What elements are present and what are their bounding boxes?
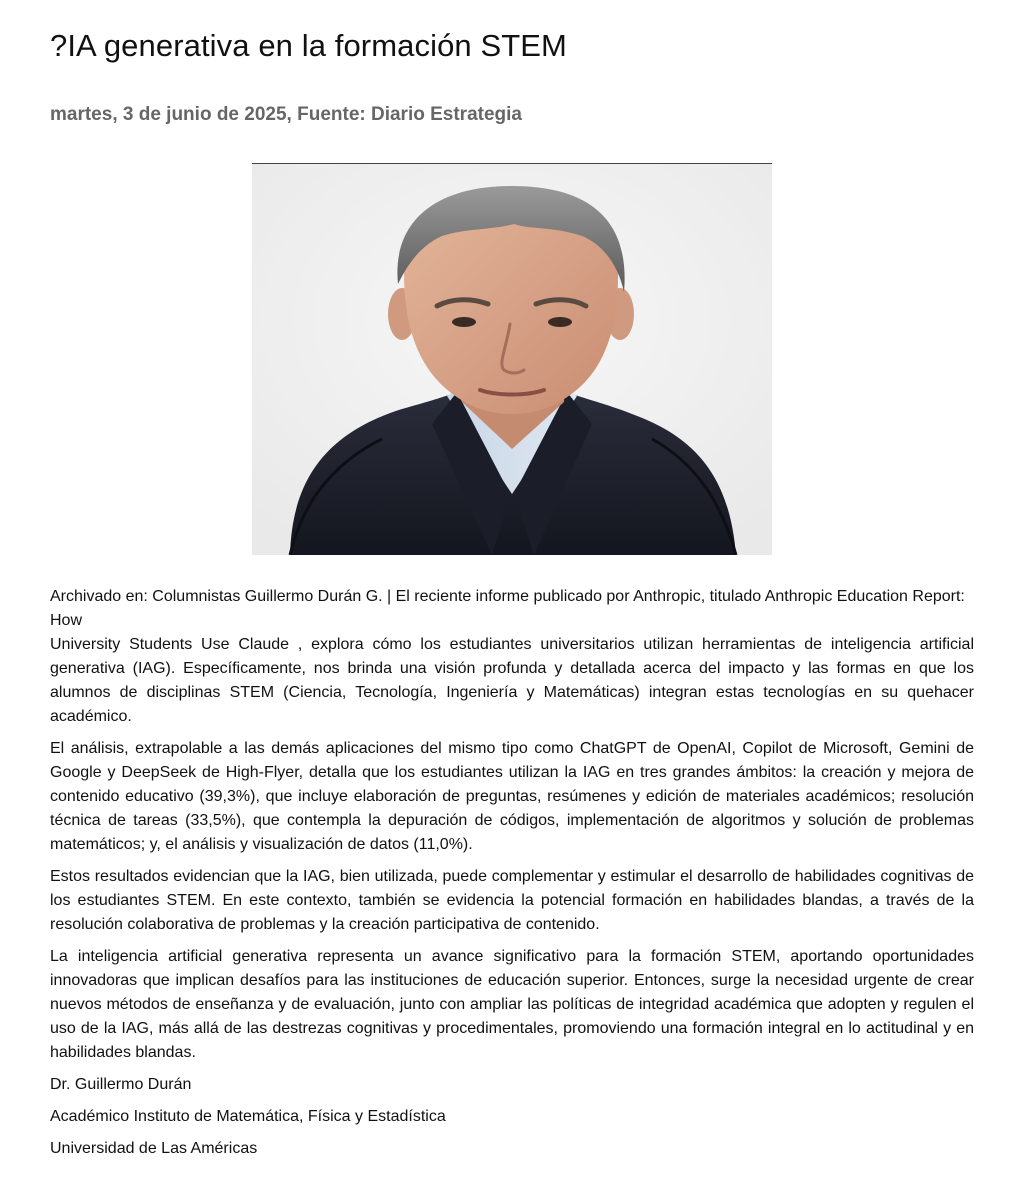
signature-name: Dr. Guillermo Durán: [50, 1076, 192, 1093]
article-meta: martes, 3 de junio de 2025, Fuente: Diario Estrategia: [50, 104, 522, 125]
signature-institution: Universidad de Las Américas: [50, 1140, 258, 1157]
intro-paragraph: [50, 585, 974, 729]
article-body: [50, 585, 974, 1169]
body-paragraph-3: La inteligencia artificial generativa representa un avance significativo para la formación STEM, aportando oportunidades innovadoras que implican desafíos para las instituciones de educación superior. Entonces, surge la necesidad urgente de crear nuevos métodos de enseñanza y de evaluación, junto con ampliar las políticas de integridad académica que adopten y regulen el uso de la IAG, más allá de las destrezas cognitivas y procedimentales, promoviendo una formación integral en lo actitudinal y en habilidades blandas.: [50, 948, 974, 1061]
intro-line-1: Archivado en: Columnistas Guillermo Durán G. | El reciente informe publicado por Anthropic, titulado Anthropic Education Report: How: [50, 588, 965, 629]
author-photo: [252, 163, 772, 555]
article-title: ?IA generativa en la formación STEM: [50, 28, 567, 63]
intro-line-2: University Students Use Claude , explora cómo los estudiantes universitarios utilizan herramientas de inteligencia artificial generativa (IAG). Específicamente, nos brinda una visión profunda y detallada acerca del impacto y las formas en que los alumnos de disciplinas STEM (Ciencia, Tecnología, Ingeniería y Matemáticas) integran estas tecnologías en su quehacer académico.: [50, 636, 974, 725]
body-paragraph-2: Estos resultados evidencian que la IAG, bien utilizada, puede complementar y estimular el desarrollo de habilidades cognitivas de los estudiantes STEM. En este contexto, también se evidencia la potencial formación en habilidades blandas, a través de la resolución colaborativa de problemas y la creación participativa de contenido.: [50, 868, 974, 933]
portrait-photo-icon: [252, 164, 772, 555]
body-paragraph-1: El análisis, extrapolable a las demás aplicaciones del mismo tipo como ChatGPT de OpenAI, Copilot de Microsoft, Gemini de Google y DeepSeek de High-Flyer, detalla que los estudiantes utilizan la IAG en tres grandes ámbitos: la creación y mejora de contenido educativo (39,3%), que incluye elaboración de preguntas, resúmenes y edición de materiales académicos; resolución técnica de tareas (33,5%), que contempla la depuración de códigos, implementación de algoritmos y solución de problemas matemáticos; y, el análisis y visualización de datos (11,0%).: [50, 740, 974, 853]
signature-position: Académico Instituto de Matemática, Física y Estadística: [50, 1108, 446, 1125]
